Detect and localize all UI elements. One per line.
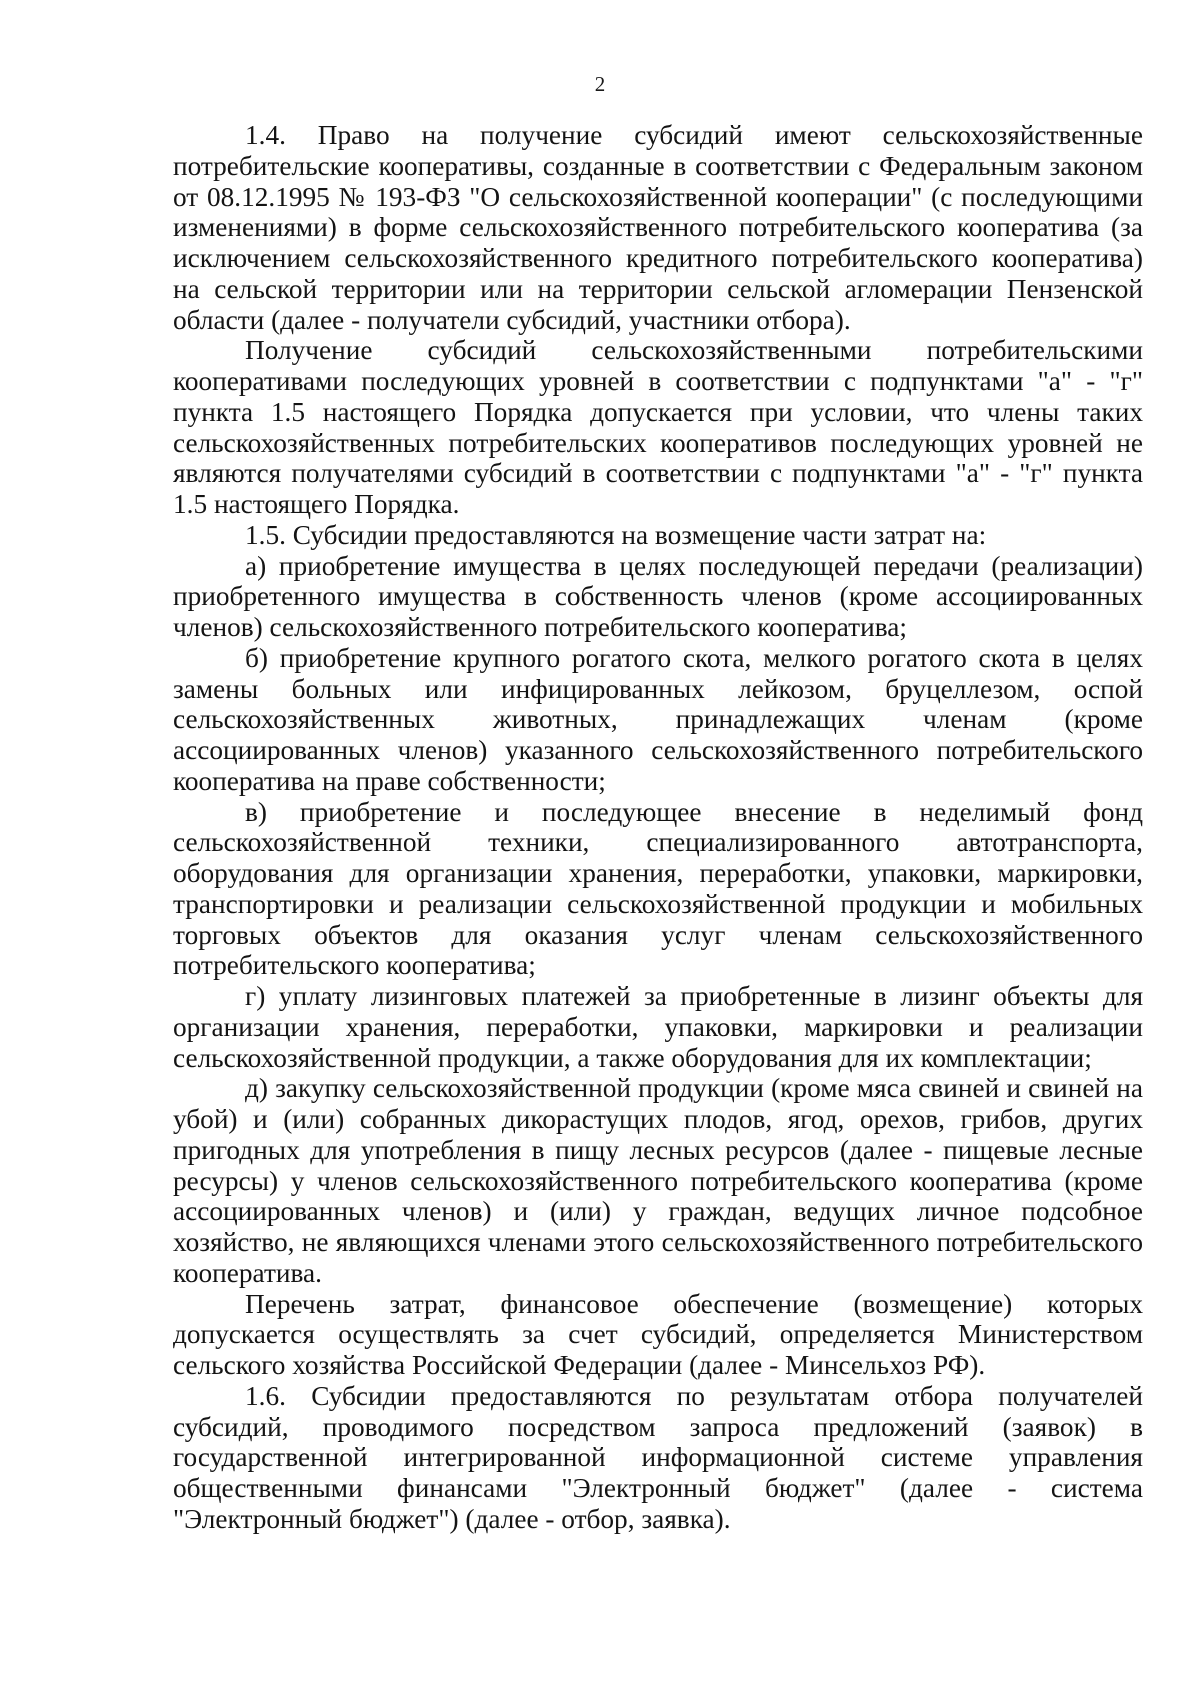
paragraph-next-level-cooperatives: Получение субсидий сельскохозяйственными потребительскими кооперативами последующих уровней в соответствии с подпунктами "а" - "г" пункта 1.5 настоящего Порядка допускается при условии, что члены таких сельскохозяйственных потребительских кооперативов последующих уровней не являются получателями субсидий в соответствии с подпунктами "а" - "г" пункта 1.5 настоящего Порядка. xyxy=(173,335,1143,519)
paragraph-cost-list: Перечень затрат, финансовое обеспечение (возмещение) которых допускается осуществлять за счет субсидий, определяется Министерством сельского хозяйства Российской Федерации (далее - Минсельхоз РФ). xyxy=(173,1288,1143,1380)
list-item-a: а) приобретение имущества в целях последующей передачи (реализации) приобретенного имущества в собственность членов (кроме ассоциированных членов) сельскохозяйственного потребительского кооператива; xyxy=(173,550,1143,642)
page-number: 2 xyxy=(594,72,606,96)
list-item-d: д) закупку сельскохозяйственной продукции (кроме мяса свиней и свиней на убой) и (или) собранных дикорастущих плодов, ягод, орехов, грибов, других пригодных для употребления в пищу лесных ресурсов (далее - пищевые лесные ресурсы) у членов сельскохозяйственного потребительского кооператива (кроме ассоциированных членов) и (или) у граждан, ведущих личное подсобное хозяйство, не являющихся членами этого сельскохозяйственного потребительского кооператива. xyxy=(173,1073,1143,1288)
paragraph-1-5: 1.5. Субсидии предоставляются на возмещение части затрат на: xyxy=(245,519,987,550)
list-item-v: в) приобретение и последующее внесение в неделимый фонд сельскохозяйственной техники, специализированного автотранспорта, оборудования для организации хранения, переработки, упаковки, маркировки, транспортировки и реализации сельскохозяйственной продукции и мобильных торговых объектов для оказания услуг членам сельскохозяйственного потребительского кооператива; xyxy=(173,796,1143,981)
document-body xyxy=(173,120,1143,1535)
list-item-g: г) уплату лизинговых платежей за приобретенные в лизинг объекты для организации хранения, переработки, упаковки, маркировки и реализации сельскохозяйственной продукции, а также оборудования для их комплектации; xyxy=(173,981,1143,1073)
paragraph-1-4: 1.4. Право на получение субсидий имеют сельскохозяйственные потребительские кооперативы, созданные в соответствии с Федеральным законом от 08.12.1995 № 193-ФЗ "О сельскохозяйственной кооперации" (с последующими изменениями) в форме сельскохозяйственного потребительского кооператива (за исключением сельскохозяйственного кредитного потребительского кооператива) на сельской территории или на территории сельской агломерации Пензенской области (далее - получатели субсидий, участники отбора). xyxy=(173,120,1143,335)
list-item-b: б) приобретение крупного рогатого скота, мелкого рогатого скота в целях замены больных или инфицированных лейкозом, бруцеллезом, оспой сельскохозяйственных животных, принадлежащих членам (кроме ассоциированных членов) указанного сельскохозяйственного потребительского кооператива на праве собственности; xyxy=(173,642,1143,796)
paragraph-1-6: 1.6. Субсидии предоставляются по результатам отбора получателей субсидий, проводимого посредством запроса предложений (заявок) в государственной интегрированной информационной системе управления общественными финансами "Электронный бюджет" (далее - система "Электронный бюджет") (далее - отбор, заявка). xyxy=(173,1380,1143,1534)
